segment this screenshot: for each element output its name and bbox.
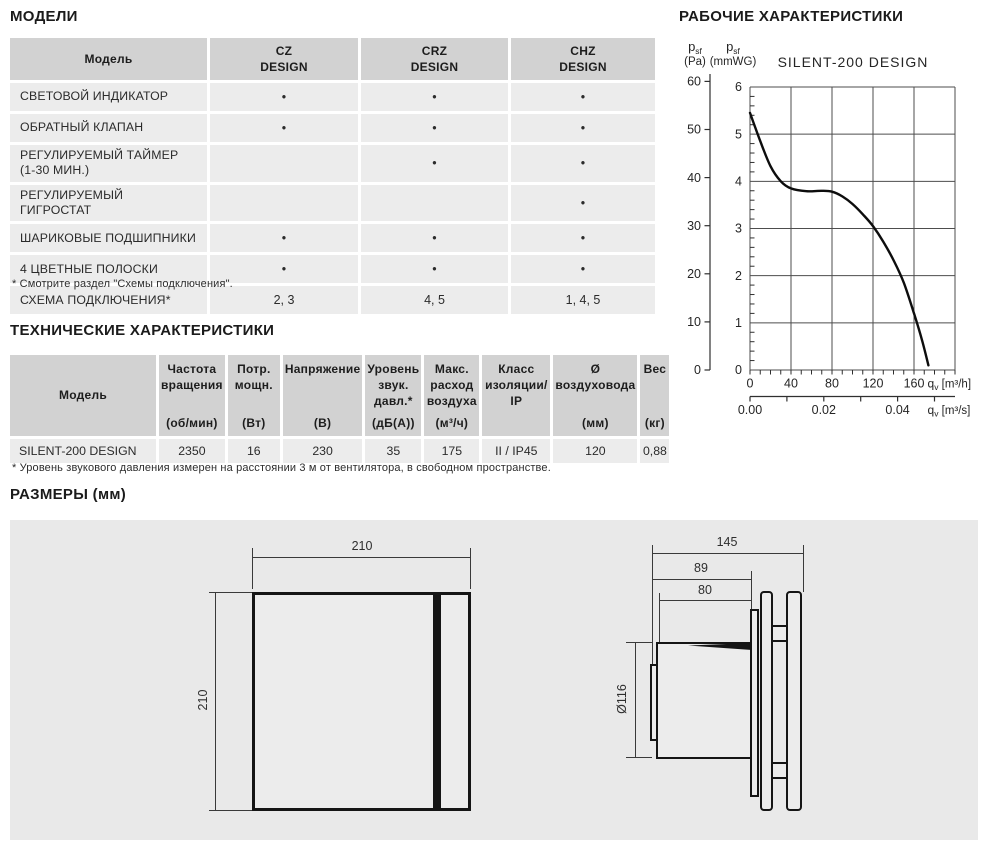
feature-value: • (511, 145, 655, 182)
dim-ext-line (470, 548, 471, 589)
tech-value: 16 (228, 439, 280, 463)
tech-col-unit: (мм) (582, 415, 609, 430)
models-header-crz (361, 38, 508, 80)
feature-value: • (210, 114, 358, 142)
svg-text:6: 6 (735, 80, 742, 95)
svg-text:3: 3 (735, 221, 742, 236)
tech-header-col (159, 355, 225, 436)
mounting-plate (750, 609, 759, 797)
feature-label: СХЕМА ПОДКЛЮЧЕНИЯ* (10, 286, 207, 314)
fan-front-stripe (433, 595, 441, 808)
dim-line-80 (659, 600, 751, 601)
table-row (10, 114, 655, 142)
feature-value (361, 185, 508, 222)
dim-line-front-height (215, 592, 216, 811)
svg-text:40: 40 (784, 376, 798, 391)
feature-value: 4, 5 (361, 286, 508, 314)
tech-col-name: Уровень звук. давл.* (367, 362, 420, 409)
svg-text:30: 30 (687, 218, 701, 233)
svg-text:60: 60 (687, 74, 701, 89)
dim-line-front-width (252, 557, 471, 558)
table-row (10, 145, 655, 182)
dim-label-80: 80 (698, 583, 712, 597)
tech-value: 230 (283, 439, 363, 463)
tech-value: 120 (553, 439, 637, 463)
model-name: CHZ (570, 43, 596, 58)
feature-value: • (210, 224, 358, 252)
svg-text:120: 120 (862, 376, 884, 391)
dim-line-89 (652, 579, 751, 580)
tech-value: 0,88 (640, 439, 669, 463)
tech-col-unit: (дБ(А)) (372, 415, 415, 430)
svg-text:psf: $p_{sf}$ (726, 39, 740, 56)
models-table (7, 35, 658, 317)
svg-text:0: 0 (746, 376, 754, 391)
svg-text:(Pa): (Pa) (684, 56, 706, 68)
chart-title: SILENT-200 DESIGN (777, 54, 929, 70)
models-header-model: Модель (10, 38, 207, 80)
feature-value: • (361, 224, 508, 252)
table-row (10, 224, 655, 252)
svg-text:qv [m³/s]: $q_v$ [m³/s] (927, 403, 971, 419)
feature-value: • (361, 83, 508, 111)
tech-col-unit: (кг) (644, 415, 665, 430)
front-panel-inner-slat (760, 591, 773, 811)
svg-text:(mmWG): (mmWG) (709, 56, 757, 68)
svg-text:2: 2 (735, 268, 742, 283)
svg-text:160: 160 (903, 376, 925, 391)
tech-col-unit: (м³/ч) (435, 415, 469, 430)
tech-header-row (10, 355, 669, 436)
performance-section-title: РАБОЧИЕ ХАРАКТЕРИСТИКИ (679, 8, 904, 25)
svg-text:10: 10 (687, 315, 701, 330)
tech-value: 2350 (159, 439, 225, 463)
duct-tube (656, 642, 752, 759)
tech-header-model: Модель (10, 355, 156, 436)
motor-wedge (688, 643, 752, 651)
feature-value: 2, 3 (210, 286, 358, 314)
svg-text:4: 4 (735, 174, 742, 189)
dim-ext-line (626, 757, 652, 758)
feature-label: СВЕТОВОЙ ИНДИКАТОР (10, 83, 207, 111)
table-row (10, 83, 655, 111)
feature-label: РЕГУЛИРУЕМЫЙ ТАЙМЕР (1-30 МИН.) (10, 145, 207, 182)
model-name: CRZ (421, 43, 448, 58)
performance-chart (665, 30, 1000, 430)
tech-header-col (365, 355, 421, 436)
models-header-chz (511, 38, 655, 80)
model-series: DESIGN (410, 60, 459, 74)
svg-text:psf: $p_{sf}$ (688, 39, 702, 56)
tech-header-col (424, 355, 479, 436)
dim-ext-line (751, 571, 752, 609)
feature-label: ОБРАТНЫЙ КЛАПАН (10, 114, 207, 142)
feature-value: • (511, 255, 655, 283)
fan-curve (750, 113, 928, 365)
models-header-cz (210, 38, 358, 80)
model-series: DESIGN (260, 60, 308, 74)
feature-label: ШАРИКОВЫЕ ПОДШИПНИКИ (10, 224, 207, 252)
dim-label-front-height: 210 (196, 689, 210, 711)
feature-value: • (511, 83, 655, 111)
svg-text:80: 80 (825, 376, 839, 391)
tech-col-name: Частота вращения (161, 362, 223, 393)
tech-value: 35 (365, 439, 421, 463)
feature-value: • (511, 185, 655, 222)
tech-model-name: SILENT-200 DESIGN (10, 439, 156, 463)
dim-label-diameter: Ø116 (615, 684, 629, 714)
svg-text:0: 0 (694, 363, 701, 378)
tech-table (7, 352, 672, 466)
tech-section-title: ТЕХНИЧЕСКИЕ ХАРАКТЕРИСТИКИ (10, 322, 275, 339)
tech-col-name: Напряжение (284, 362, 361, 376)
feature-value (210, 145, 358, 182)
feature-value: • (361, 255, 508, 283)
tech-header-col (482, 355, 550, 436)
feature-value (210, 185, 358, 222)
tech-col-name: Макс. расход воздуха (426, 362, 477, 409)
tech-value: II / IP45 (482, 439, 550, 463)
dim-line-diameter (635, 643, 636, 758)
svg-text:5: 5 (735, 127, 742, 142)
dim-ext-line (652, 545, 653, 665)
tech-col-unit: (об/мин) (166, 415, 218, 430)
svg-text:qv [m³/h]: $q_v$ [m³/h] (927, 376, 972, 392)
feature-value: • (210, 83, 358, 111)
tech-col-name: Класс изоляции/ IP (485, 362, 548, 409)
dim-label-depth: 145 (716, 535, 738, 549)
feature-value: • (511, 114, 655, 142)
dim-line-depth (652, 553, 803, 554)
svg-text:1: 1 (735, 316, 742, 331)
dim-label-89: 89 (694, 561, 708, 575)
svg-text:50: 50 (687, 122, 701, 137)
dim-ext-line (626, 642, 652, 643)
tech-col-name: Ø воздуховода (555, 362, 636, 393)
models-header-row (10, 38, 655, 80)
model-name: CZ (275, 43, 293, 58)
table-row (10, 286, 655, 314)
tech-header-col (228, 355, 280, 436)
tech-col-unit: (Вт) (242, 415, 266, 430)
svg-text:0.04: 0.04 (885, 403, 910, 417)
tech-col-unit: (В) (313, 415, 332, 430)
tech-col-name: Вес (643, 362, 667, 376)
feature-value: • (361, 114, 508, 142)
svg-text:0.02: 0.02 (811, 403, 836, 417)
feature-value: 1, 4, 5 (511, 286, 655, 314)
table-row (10, 439, 669, 463)
dimensions-section-title: РАЗМЕРЫ (мм) (10, 486, 127, 503)
tech-header-col (553, 355, 637, 436)
feature-value: • (511, 224, 655, 252)
model-series: DESIGN (559, 60, 607, 74)
models-footnote: * Смотрите раздел "Схемы подключения". (12, 278, 233, 290)
svg-text:0.00: 0.00 (737, 403, 763, 417)
svg-text:40: 40 (687, 170, 701, 185)
tech-value: 175 (424, 439, 479, 463)
feature-value: • (361, 145, 508, 182)
feature-label: 4 ЦВЕТНЫЕ ПОЛОСКИ (10, 255, 207, 283)
svg-text:0: 0 (735, 363, 742, 378)
front-panel-outer-slat (786, 591, 802, 811)
feature-label: РЕГУЛИРУЕМЫЙ ГИГРОСТАТ (10, 185, 207, 222)
dim-label-front-width: 210 (351, 539, 373, 553)
models-section-title: МОДЕЛИ (10, 8, 78, 25)
dim-ext-line (803, 545, 804, 592)
tech-header-col (283, 355, 363, 436)
feature-value: • (210, 255, 358, 283)
tech-col-name: Потр. мощн. (234, 362, 273, 393)
tech-footnote: * Уровень звукового давления измерен на расстоянии 3 м от вентилятора, в свободном пространстве. (12, 462, 551, 474)
dimensions-panel (10, 520, 978, 840)
svg-text:20: 20 (687, 266, 701, 281)
table-row (10, 185, 655, 222)
dim-ext-line (252, 548, 253, 589)
